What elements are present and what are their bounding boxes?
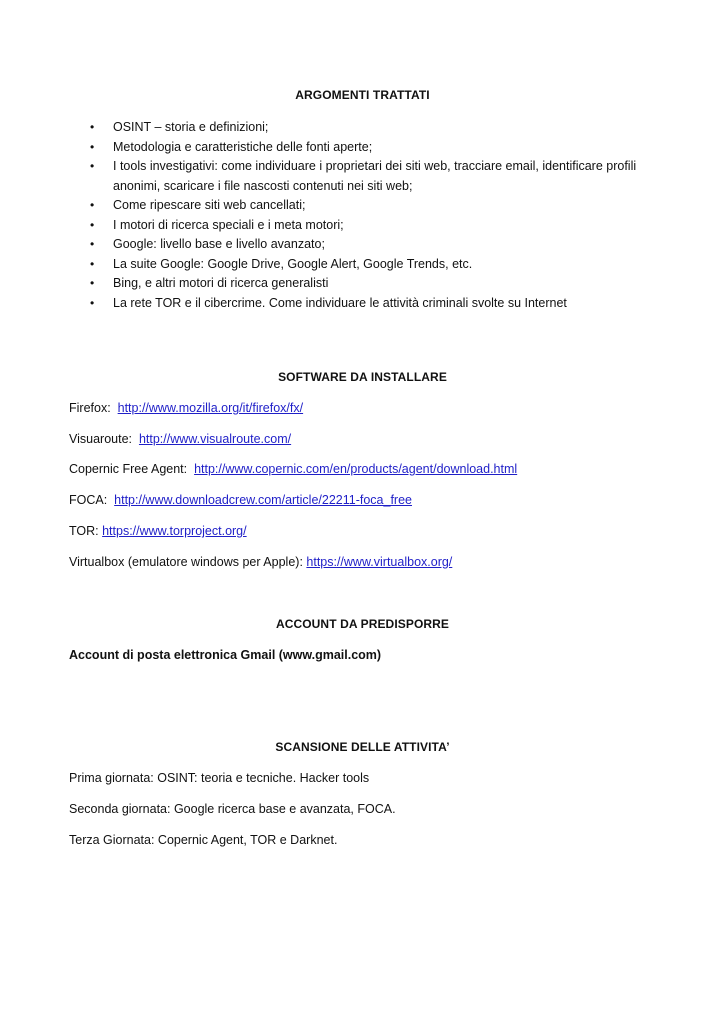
list-item xyxy=(0,255,725,275)
list-item xyxy=(0,138,725,158)
accounts-heading: ACCOUNT DA PREDISPORRE xyxy=(275,617,450,631)
software-item-firefox xyxy=(69,401,303,415)
list-item-text: La rete TOR e il cibercrime. Come individuare le attività criminali svolte su Internet xyxy=(113,295,567,310)
software-item-visualroute xyxy=(69,432,291,446)
schedule-heading: SCANSIONE DELLE ATTIVITA’ xyxy=(275,740,450,754)
list-item xyxy=(0,294,725,314)
accounts-text: Account di posta elettronica Gmail (www.gmail.com) xyxy=(69,648,382,662)
schedule-day-1: Prima giornata: OSINT: teoria e tecniche. Hacker tools xyxy=(69,771,370,785)
schedule-day-2: Seconda giornata: Google ricerca base e avanzata, FOCA. xyxy=(69,802,396,816)
software-item-foca xyxy=(69,493,412,507)
list-item xyxy=(0,235,725,255)
list-item xyxy=(0,274,725,294)
software-label: Firefox: xyxy=(69,401,118,415)
list-item-text: I tools investigativi: come individuare i proprietari dei siti web, tracciare email, identificare profili anonimi, scaricare i file nascosti contenuti nei siti web; xyxy=(113,159,637,193)
list-item-text: Google: livello base e livello avanzato; xyxy=(113,237,325,251)
list-item-text: Metodologia e caratteristiche delle fonti aperte; xyxy=(113,139,373,154)
bullet-icon: • xyxy=(90,256,95,271)
software-heading: SOFTWARE DA INSTALLARE xyxy=(278,370,447,384)
software-label: Visuaroute: xyxy=(69,432,139,446)
list-item-text: La suite Google: Google Drive, Google Alert, Google Trends, etc. xyxy=(113,256,473,271)
list-item xyxy=(0,157,725,196)
topics-heading: ARGOMENTI TRATTATI xyxy=(295,88,430,102)
software-item-tor xyxy=(69,524,247,538)
software-label: TOR: xyxy=(69,524,103,538)
list-item xyxy=(0,196,725,216)
bullet-icon: • xyxy=(90,120,95,134)
software-link[interactable]: https://www.torproject.org/ xyxy=(102,524,247,538)
bullet-icon: • xyxy=(90,295,95,310)
list-item xyxy=(0,216,725,236)
schedule-day-3: Terza Giornata: Copernic Agent, TOR e Darknet. xyxy=(69,833,338,847)
bullet-icon: • xyxy=(90,139,95,154)
list-item xyxy=(0,118,725,138)
list-item-text: I motori di ricerca speciali e i meta motori; xyxy=(113,217,344,232)
software-link[interactable]: https://www.virtualbox.org/ xyxy=(306,555,453,569)
bullet-icon: • xyxy=(90,276,95,290)
software-item-copernic xyxy=(69,462,517,476)
bullet-icon: • xyxy=(90,237,95,251)
topics-list xyxy=(0,118,725,313)
bullet-icon: • xyxy=(90,159,95,173)
list-item-text: OSINT – storia e definizioni; xyxy=(113,120,269,134)
software-item-virtualbox xyxy=(69,555,452,569)
software-link[interactable]: http://www.downloadcrew.com/article/22211-foca_free xyxy=(114,493,412,507)
software-link[interactable]: http://www.visualroute.com/ xyxy=(138,432,292,446)
list-item-text: Come ripescare siti web cancellati; xyxy=(113,198,306,212)
software-link[interactable]: http://www.mozilla.org/it/firefox/fx/ xyxy=(117,401,304,415)
software-label: FOCA: xyxy=(69,493,115,507)
software-label: Copernic Free Agent: xyxy=(69,462,195,476)
software-label: Virtualbox (emulatore windows per Apple): xyxy=(69,555,307,569)
bullet-icon: • xyxy=(90,217,95,232)
bullet-icon: • xyxy=(90,198,95,212)
software-link[interactable]: http://www.copernic.com/en/products/agent/download.html xyxy=(194,462,518,476)
list-item-text: Bing, e altri motori di ricerca generalisti xyxy=(113,276,329,290)
